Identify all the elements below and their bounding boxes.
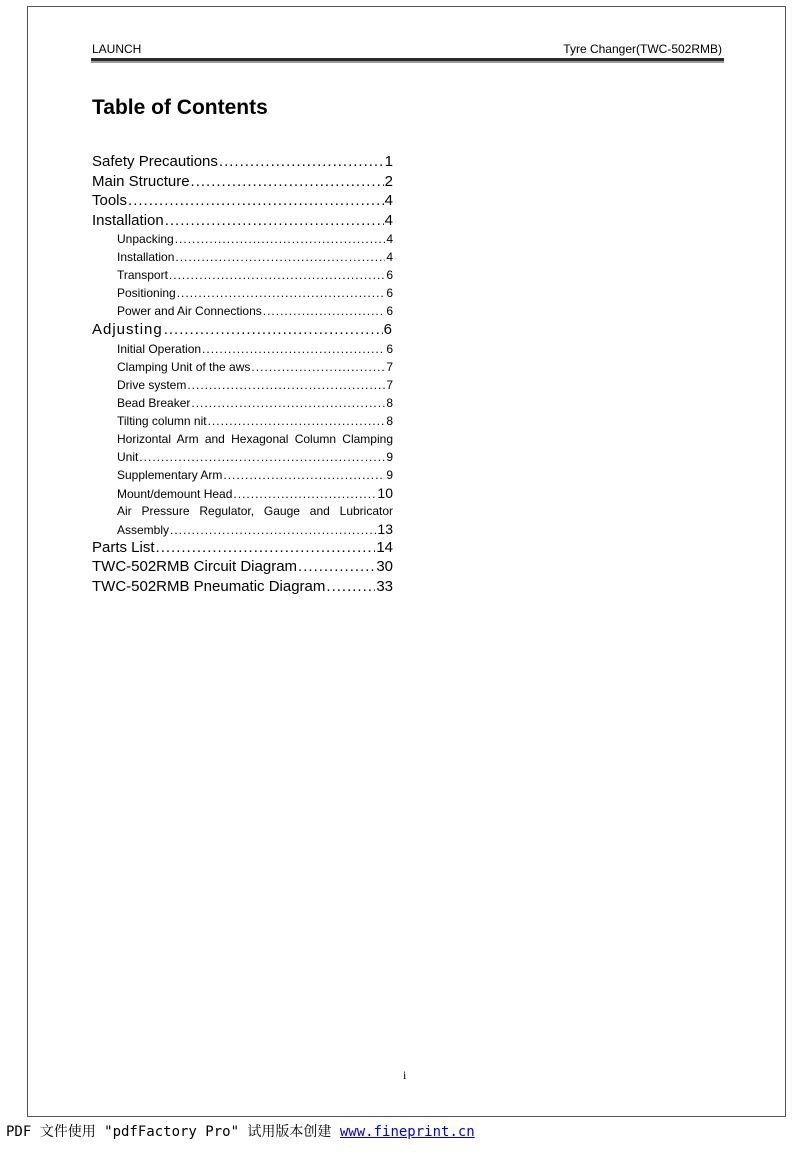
toc-entry-installation[interactable] (92, 211, 393, 231)
leader-dots (202, 340, 385, 358)
toc-page: 1 (384, 153, 393, 170)
toc-label: Installation (92, 211, 164, 229)
toc-page: 7 (386, 377, 393, 392)
leader-dots (156, 538, 376, 558)
toc-label: Clamping Unit of the aws (117, 359, 251, 374)
toc-label: Mount/demount Head (117, 486, 233, 501)
header-rule (91, 58, 724, 61)
toc-entry-tools[interactable] (92, 191, 393, 211)
toc-label: Safety Precautions (92, 153, 218, 170)
toc-label-line2: Unit (117, 449, 139, 464)
toc-entry-adjusting[interactable] (92, 320, 393, 340)
toc-entry-unpacking[interactable] (92, 230, 393, 248)
toc-page: 33 (376, 577, 393, 595)
leader-dots (164, 320, 383, 340)
page-number: i (403, 1068, 407, 1082)
toc-label-line1: Air Pressure Regulator, Gauge and Lubricator (117, 503, 393, 518)
toc-entry-positioning[interactable] (92, 284, 393, 302)
toc-label: Unpacking (117, 232, 174, 246)
leader-dots (191, 394, 385, 412)
toc-entry-bead-breaker[interactable] (92, 394, 393, 412)
toc-label: Tilting column nit (117, 413, 207, 428)
leader-dots (208, 412, 386, 430)
toc-entry-power-air-connections[interactable] (92, 302, 393, 320)
toc-entry-air-pressure-regulator[interactable] (92, 502, 393, 538)
leader-dots (326, 577, 375, 597)
toc-label-line1: Horizontal Arm and Hexagonal Column Clamping (117, 431, 393, 446)
toc-page: 10 (377, 484, 393, 501)
toc-label: Initial Operation (117, 341, 202, 356)
leader-dots (251, 358, 385, 376)
leader-dots (219, 152, 384, 172)
toc-page: 6 (386, 341, 393, 356)
toc-page: 9 (386, 467, 393, 482)
toc-entry-drive-system[interactable] (92, 376, 393, 394)
toc-entry-transport[interactable] (92, 266, 393, 284)
toc-entry-parts-list[interactable] (92, 538, 393, 558)
toc-entry-mount-demount-head[interactable] (92, 484, 393, 502)
toc-label-line2: Assembly (117, 522, 170, 537)
toc-label: Positioning (117, 286, 176, 300)
leader-dots (169, 266, 385, 284)
toc-label: Transport (117, 268, 168, 282)
toc-entry-circuit-diagram[interactable] (92, 557, 393, 577)
toc-page: 2 (384, 172, 393, 190)
toc-label: Parts List (92, 538, 155, 556)
toc-page: 8 (386, 395, 393, 410)
toc-entry-safety-precautions[interactable] (92, 152, 393, 172)
leader-dots (175, 230, 386, 248)
toc-entry-initial-operation[interactable] (92, 340, 393, 358)
toc-label: Installation (117, 250, 175, 264)
toc-entry-tilting-column[interactable] (92, 412, 393, 430)
toc-label: TWC-502RMB Circuit Diagram (92, 558, 298, 575)
leader-dots (233, 485, 376, 502)
toc-entry-horizontal-arm[interactable] (92, 430, 393, 466)
leader-dots (298, 557, 375, 577)
toc-page: 4 (384, 192, 393, 209)
leader-dots (170, 521, 376, 538)
pdf-watermark (6, 1121, 475, 1141)
toc-page: 7 (386, 359, 393, 374)
toc-entry-supplementary-arm[interactable] (92, 466, 393, 484)
leader-dots (177, 284, 386, 302)
header-product: Tyre Changer(TWC-502RMB) (563, 42, 722, 56)
leader-dots (139, 448, 385, 466)
toc-entry-clamping-unit[interactable] (92, 358, 393, 376)
toc-label: Main Structure (92, 172, 190, 190)
leader-dots (175, 248, 385, 266)
toc-page: 4 (386, 250, 393, 264)
toc-entry-pneumatic-diagram[interactable] (92, 577, 393, 597)
toc-label: Tools (92, 192, 128, 209)
toc-label: Bead Breaker (117, 395, 191, 410)
toc-entry-installation-sub[interactable] (92, 248, 393, 266)
toc-page: 13 (377, 520, 393, 537)
toc-page: 4 (386, 232, 393, 246)
toc-page: 8 (386, 413, 393, 428)
toc-page: 6 (386, 286, 393, 300)
toc-label: Drive system (117, 377, 187, 392)
toc-entry-main-structure[interactable] (92, 172, 393, 192)
leader-dots (191, 172, 384, 192)
toc-page: 9 (386, 449, 393, 464)
page-title: Table of Contents (92, 96, 268, 119)
watermark-text: PDF 文件使用 "pdfFactory Pro" 试用版本创建 (6, 1124, 340, 1140)
table-of-contents (92, 152, 393, 596)
leader-dots (165, 211, 384, 231)
leader-dots (223, 466, 385, 484)
toc-page: 6 (386, 304, 393, 318)
toc-label: Power and Air Connections (117, 304, 262, 318)
header-brand: LAUNCH (92, 42, 142, 56)
toc-label: TWC-502RMB Pneumatic Diagram (92, 577, 326, 595)
watermark-link[interactable]: www.fineprint.cn (339, 1124, 475, 1140)
leader-dots (263, 302, 386, 320)
toc-page: 4 (384, 211, 393, 229)
toc-page: 6 (386, 268, 393, 282)
toc-page: 6 (383, 321, 393, 338)
toc-page: 30 (376, 558, 393, 575)
leader-dots (128, 191, 384, 211)
toc-label: Supplementary Arm (117, 467, 223, 482)
toc-label: Adjusting (92, 321, 163, 338)
leader-dots (187, 376, 385, 394)
toc-page: 14 (376, 538, 393, 556)
